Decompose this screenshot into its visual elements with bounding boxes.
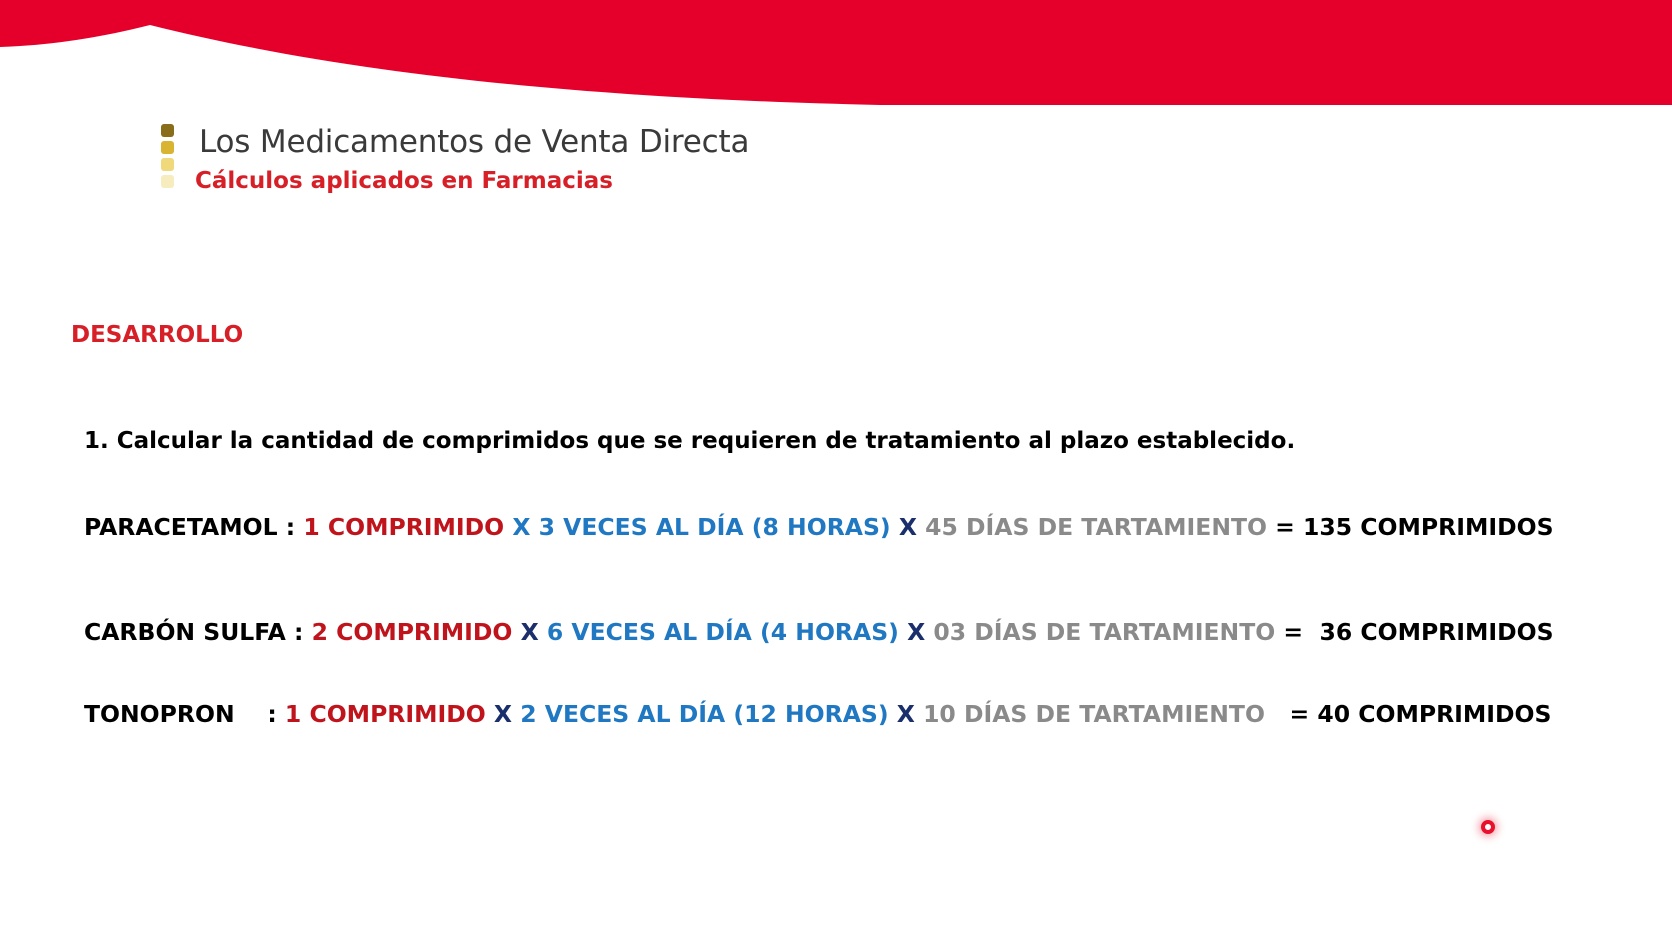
calculation-row-carbon-sulfa xyxy=(84,618,1554,646)
result-term: = 40 COMPRIMIDOS xyxy=(1264,700,1552,728)
result-term: = 135 COMPRIMIDOS xyxy=(1267,513,1554,541)
drug-name: PARACETAMOL : xyxy=(84,513,304,541)
page-subtitle: Cálculos aplicados en Farmacias xyxy=(195,168,613,194)
multiply-operator: X xyxy=(504,513,539,541)
dose-term: 1 COMPRIMIDO xyxy=(303,513,505,541)
laser-pointer-dot-icon xyxy=(1481,820,1495,834)
duration-term: 03 DÍAS DE TARTAMIENTO xyxy=(933,618,1276,646)
duration-term: 45 DÍAS DE TARTAMIENTO xyxy=(925,513,1267,541)
bullet-square-icon xyxy=(161,175,174,188)
multiply-operator: X xyxy=(890,513,926,541)
calculation-row-paracetamol xyxy=(84,513,1554,541)
drug-name: TONOPRON : xyxy=(84,700,285,728)
bullet-square-icon xyxy=(161,158,174,171)
bullet-square-icon xyxy=(161,124,174,137)
dose-term: 1 COMPRIMIDO xyxy=(284,700,486,728)
bullet-square-icon xyxy=(161,141,174,154)
multiply-operator: X xyxy=(888,700,924,728)
drug-name: CARBÓN SULFA : xyxy=(84,618,312,646)
top-banner-wave xyxy=(0,0,1672,110)
multiply-operator: X xyxy=(485,700,521,728)
title-bullet-stack xyxy=(161,124,175,192)
frequency-term: 2 VECES AL DÍA (12 HORAS) xyxy=(520,700,889,728)
duration-term: 10 DÍAS DE TARTAMIENTO xyxy=(923,700,1265,728)
calculation-row-tonopron xyxy=(84,700,1551,728)
multiply-operator: X xyxy=(512,618,547,646)
page-title: Los Medicamentos de Venta Directa xyxy=(199,124,750,160)
result-term: = 36 COMPRIMIDOS xyxy=(1275,618,1554,646)
frequency-term: 6 VECES AL DÍA (4 HORAS) xyxy=(546,618,899,646)
dose-term: 2 COMPRIMIDO xyxy=(311,618,513,646)
exercise-instruction: 1. Calcular la cantidad de comprimidos que se requieren de tratamiento al plazo establecido. xyxy=(84,428,1296,454)
section-heading: DESARROLLO xyxy=(71,322,244,348)
frequency-term: 3 VECES AL DÍA (8 HORAS) xyxy=(538,513,891,541)
multiply-operator: X xyxy=(898,618,934,646)
